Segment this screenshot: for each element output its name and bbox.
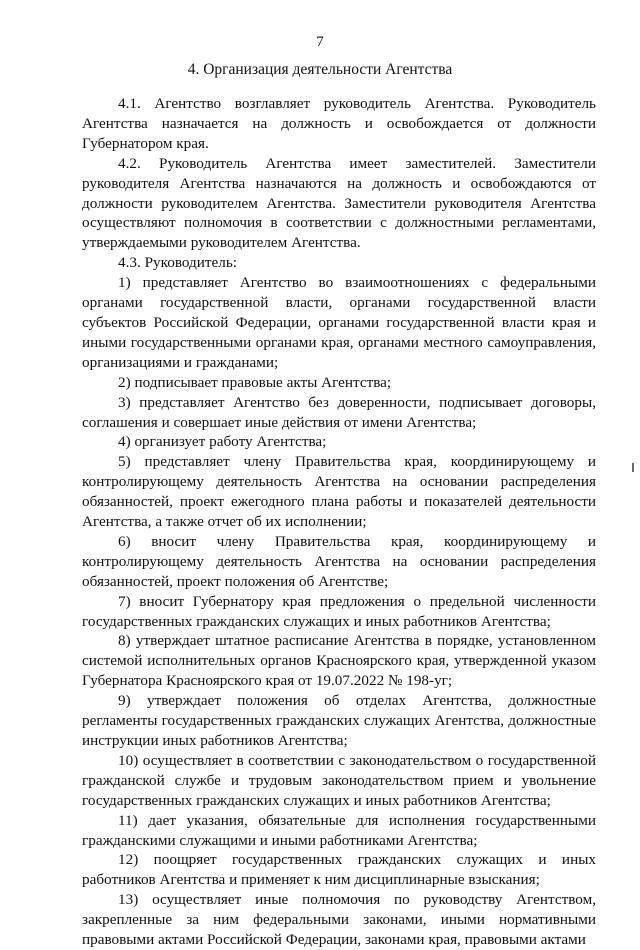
list-item-4: 4) организует работу Агентства; bbox=[118, 433, 327, 451]
document-body bbox=[82, 94, 596, 950]
page-number: 7 bbox=[316, 34, 324, 50]
list-item-13: 13) осуществляет иные полномочия по руководству Агентством, закрепленные за ним федеральными законами, иными нормативными правовыми актами Российской Федерации, законами края, правовыми актами bbox=[82, 891, 596, 949]
paragraph-4-3: 4.3. Руководитель: bbox=[118, 254, 237, 272]
list-item-1: 1) представляет Агентство во взаимоотношениях с федеральными органами государственной власти, органами государственной власти субъектов Российской Федерации, органами государственной власти края и иными государственными органами края, органами местного самоуправления, организациями и гражданами; bbox=[82, 274, 596, 371]
list-item-11: 11) дает указания, обязательные для исполнения государственными гражданскими служащими и иными работниками Агентства; bbox=[82, 811, 596, 849]
section-heading: 4. Организация деятельности Агентства bbox=[187, 61, 453, 78]
list-item-8: 8) утверждает штатное расписание Агентства в порядке, установленном системой исполнительных органов Красноярского края, утвержденной указом Губернатора Красноярского края от 19.07.2022 № 198-уг; bbox=[82, 632, 596, 690]
list-item-5: 5) представляет члену Правительства края, координирующему и контролирующему деятельность Агентства на основании распределения обязанностей, проект ежегодного плана работы и показателей деятельности Агентства, а также отчет об их исполнении; bbox=[82, 453, 596, 531]
list-item-9: 9) утверждает положения об отделах Агентства, должностные регламенты государственных гражданских служащих Агентства, должностные инструкции иных работников Агентства; bbox=[82, 692, 596, 749]
list-item-7: 7) вносит Губернатору края предложения о предельной численности государственных гражданских служащих и иных работников Агентства; bbox=[82, 592, 596, 630]
list-item-12: 12) поощряет государственных гражданских служащих и иных работников Агентства и применяет к ним дисциплинарные взыскания; bbox=[82, 851, 596, 889]
paragraph-4-1: 4.1. Агентство возглавляет руководитель Агентства. Руководитель Агентства назначается на должность и освобождается от должности Губернатором края. bbox=[82, 95, 596, 152]
scan-mark bbox=[632, 463, 634, 472]
paragraph-4-2: 4.2. Руководитель Агентства имеет заместителей. Заместители руководителя Агентства назначаются на должность и освобождаются от должности руководителем Агентства. Заместители руководителя Агентства осуществляют полномочия в соответствии с должностными регламентами, утверждаемыми руководителем Агентства. bbox=[82, 154, 596, 252]
list-item-6: 6) вносит члену Правительства края, координирующему и контролирующему деятельность Агентства на основании распределения обязанностей, проект положения об Агентстве; bbox=[82, 532, 596, 590]
list-item-2: 2) подписывает правовые акты Агентства; bbox=[118, 373, 392, 391]
list-item-3: 3) представляет Агентство без доверенности, подписывает договоры, соглашения и совершает иные действия от имени Агентства; bbox=[82, 393, 596, 431]
list-item-10: 10) осуществляет в соответствии с законодательством о государственной гражданской службе и трудовым законодательством прием и увольнение государственных гражданских служащих и иных работников Агентства; bbox=[82, 751, 596, 809]
